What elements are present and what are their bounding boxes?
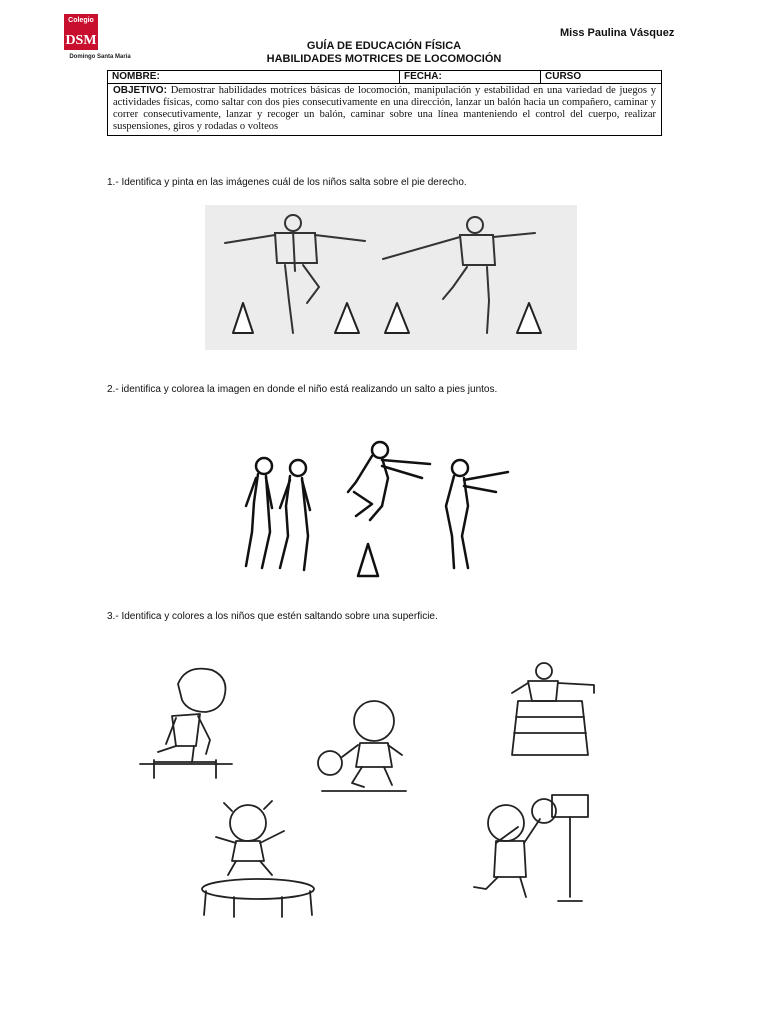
soccer-kid-image xyxy=(312,697,412,797)
basketball-kid-image xyxy=(468,793,598,907)
question-3: 3.- Identifica y colores a los niños que estén saltando sobre una superficie. xyxy=(107,611,438,622)
vault-box-image xyxy=(498,663,602,757)
logo-letters: DSM xyxy=(65,33,97,48)
logo-bottom-text: Domingo Santa María xyxy=(69,54,131,60)
trampoline-kid-image xyxy=(196,797,326,925)
hurdle-jump-image xyxy=(136,660,236,780)
question-2: 2.- identifica y colorea la imagen en donde el niño está realizando un salto a pies juntos. xyxy=(107,384,498,395)
question-1: 1.- Identifica y pinta en las imágenes cuál de los niños salta sobre el pie derecho. xyxy=(107,177,467,188)
objective-text: Demostrar habilidades motrices básicas de locomoción, manipulación y estabilidad en una variedad de juegos y actividades físicas, como saltar con dos pies consecutivamente en una dirección, lanzar un balón hacia un compañero, caminar y correr consecutivamente, lanzar y recoger un balón, caminar sobre una línea manteniendo el control del cuerpo, realizar suspensiones, giros y rodadas o volteos xyxy=(113,85,656,132)
course-field[interactable]: CURSO xyxy=(541,71,662,84)
logo-top-text: Colegio xyxy=(68,17,94,24)
jump-sequence-image xyxy=(232,436,522,581)
student-info-table xyxy=(107,70,662,136)
date-field[interactable]: FECHA: xyxy=(400,71,541,84)
hopping-figures-image xyxy=(205,205,577,350)
objective-label: OBJETIVO: xyxy=(113,85,167,96)
worksheet-subtitle: HABILIDADES MOTRICES DE LOCOMOCIÓN xyxy=(266,53,502,65)
name-field[interactable]: NOMBRE: xyxy=(108,71,400,84)
teacher-name: Miss Paulina Vásquez xyxy=(560,27,675,39)
objective-cell xyxy=(108,84,662,136)
worksheet-title: GUÍA DE EDUCACIÓN FÍSICA xyxy=(306,40,462,52)
